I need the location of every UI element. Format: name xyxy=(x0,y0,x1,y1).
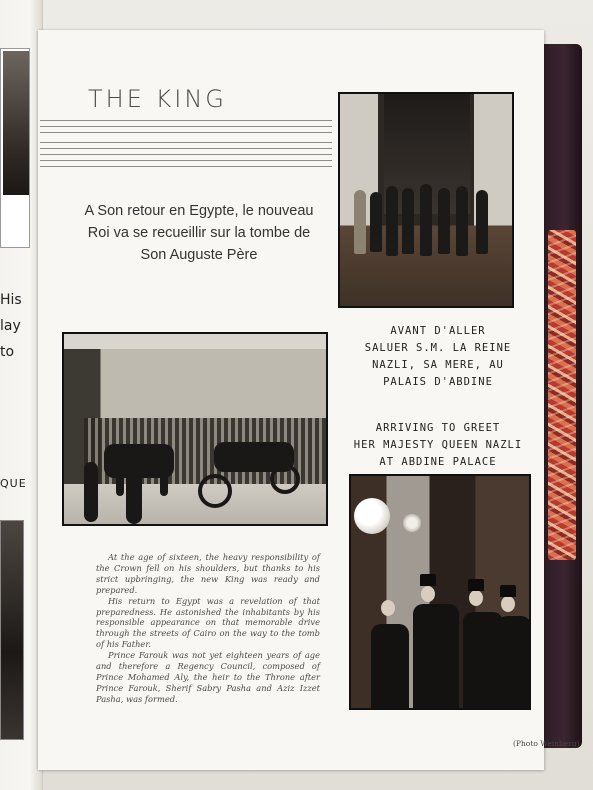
marbled-endpaper xyxy=(548,230,576,560)
title-rule xyxy=(40,154,332,155)
french-subtitle: A Son retour en Egypte, le nouveau Roi va se recueillir sur la tombe de Son Auguste Père xyxy=(84,203,314,263)
photo-carriage-procession xyxy=(62,332,328,526)
title-rule xyxy=(40,160,332,161)
photo-palace-steps xyxy=(338,92,514,308)
previous-page-text: His xyxy=(0,292,22,308)
photo-credit: (Photo Weinberg) xyxy=(513,739,580,748)
previous-page-text: to xyxy=(0,344,15,360)
title-rule xyxy=(40,120,332,121)
caption-line: AVANT D'ALLER xyxy=(390,325,486,337)
title-rule xyxy=(40,166,332,167)
caption-line: PALAIS D'ABDINE xyxy=(383,376,493,388)
title-rule xyxy=(40,126,332,127)
previous-page-text: QUE xyxy=(0,477,27,490)
caption-line: HER MAJESTY QUEEN NAZLI xyxy=(353,439,523,451)
previous-page-text: lay xyxy=(0,318,21,334)
body-text xyxy=(96,552,320,705)
previous-page-photo-bottom xyxy=(0,520,24,740)
title-rule xyxy=(40,148,332,149)
previous-page-photo-top xyxy=(0,48,30,248)
caption-english xyxy=(350,420,526,471)
caption-line: AT ABDINE PALACE xyxy=(379,456,497,468)
caption-line: NAZLI, SA MERE, AU xyxy=(372,359,504,371)
title-rule xyxy=(40,132,332,133)
caption-line: ARRIVING TO GREET xyxy=(375,422,501,434)
title-rule xyxy=(40,142,332,143)
body-paragraph: His return to Egypt was a revelation of that preparedness. He astonished the inhabitants by his responsible appearance on that memorable drive through the streets of Cairo on the way to the tomb of his Father. xyxy=(96,595,320,650)
caption-french xyxy=(350,323,526,391)
page-title: THE KING xyxy=(88,85,227,113)
photo-abdine-greeting xyxy=(349,474,531,710)
body-paragraph: At the age of sixteen, the heavy responsibility of the Crown fell on his shoulders, but thanks to his strict upbringing, the new King was ready and prepared. xyxy=(96,552,320,595)
body-paragraph: Prince Farouk was not yet eighteen years of age and therefore a Regency Council, composed of Prince Mohamed Aly, the heir to the Throne after Prince Farouk, Sherif Sabry Pasha and Aziz Izzet Pasha, was formed. xyxy=(96,650,320,704)
caption-line: SALUER S.M. LA REINE xyxy=(364,342,512,354)
